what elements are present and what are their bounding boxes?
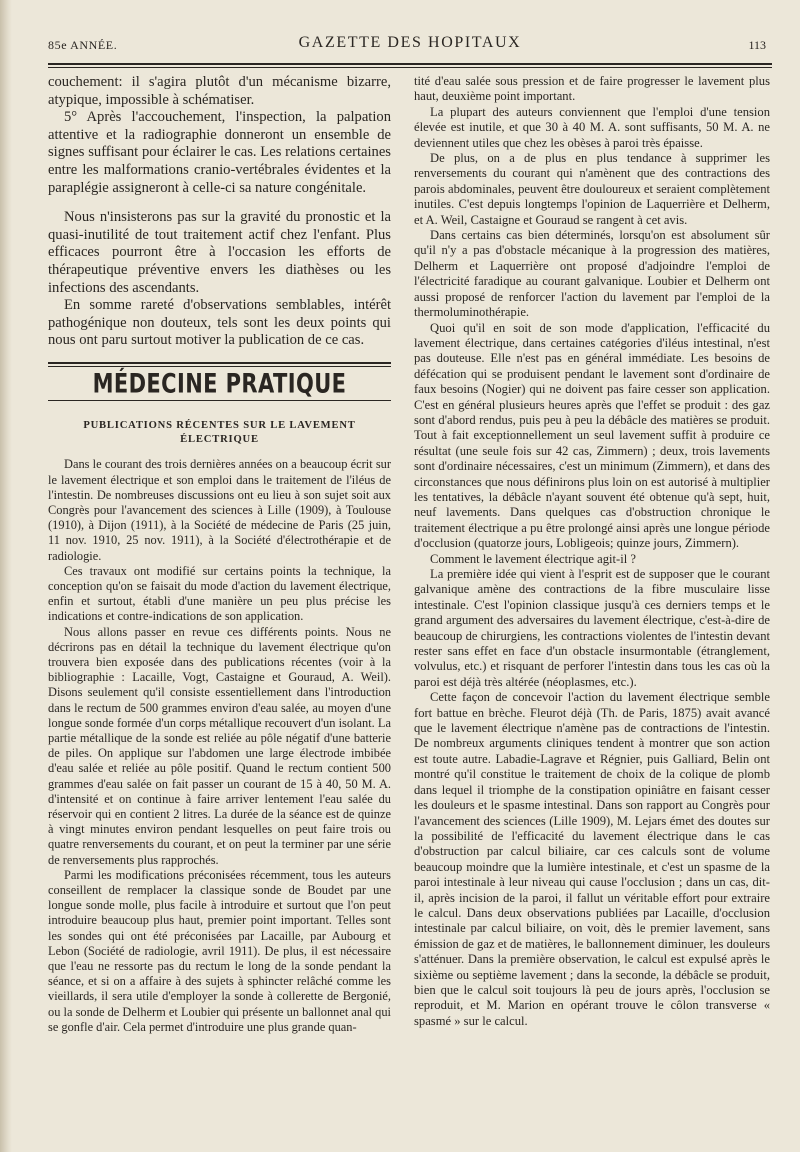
paragraph: Cette façon de concevoir l'action du lavement électrique semble fort battue en brèche. Fleurot déjà (Th. de Paris, 1875) avait avancé que le lavement électrique n'amène pas de contractions de l'intestin. De nombreux arguments cliniques tendent à montrer que son action est toute autre. Labadie-Lagrave et Régnier, puis Galliard, Belin ont montré qu'il constitue le traitement de choix de la colique de plomb dans lequel il triomphe de la constipation opiniâtre en faisant cesser les douleurs et le spasme intestinal. Dans son rapport au Congrès pour l'avancement des sciences (Lille 1909), M. Lejars émet des doutes sur la possibilité de l'efficacité du lavement électrique dans le cas d'obstruction par calcul biliaire, car ces calculs sont de volume beaucoup moindre que la lumière intestinale, et c'est un spasme de la paroi intestinale à leur niveau qui cause l'occlusion ; dans un cas, dit-il, après incision de la paroi, il fallut un véritable effort pour extraire le calcul. Dans deux observations publiées par Lacaille, d'occlusion intestinale par calcul biliaire, on voit, dès le premier lavement, sans émission de gaz et de matières, le ballonnement diminuer, les douleurs s'atténuer. Dans la première observation, le calcul est expulsé après le sixième ou septième lavement ; dans la seconde, la débâcle se produit, bien que le calcul soit toujours là peu de jours après, l'occlusion se reproduit, et M. Marion en opérant trouve le côlon transverse « spasmé » sur le calcul.	[414, 690, 770, 1028]
intro-block	[48, 74, 391, 197]
section-rule-double	[48, 362, 391, 367]
paragraph: La plupart des auteurs conviennent que l'emploi d'une tension élevée est inutile, et que 30 à 40 M. A. sont suffisants, 50 M. A. ne deviennent utiles que chez les obèses à paroi très épaisse.	[414, 104, 770, 150]
paragraph: Nous allons passer en revue ces différents points. Nous ne décrirons pas en détail la technique du lavement électrique qu'on trouvera bien exposée dans des publications récentes (voir à la bibliographie : Lacaille, Vogt, Castaigne et Gouraud, A. Weil). Disons seulement qu'il consiste essentiellement dans l'introduction dans le rectum de 500 grammes environ d'eau salée, au moyen d'une longue sonde formée d'un corps métallique recouvert d'un isolant. La partie métallique de la sonde est reliée au pôle négatif d'une batterie de piles. On applique sur l'abdomen une large électrode imbibée d'eau salée et reliée au pôle positif. Quand le rectum contient 500 grammes d'eau salée on fait passer un courant de 15 à 40, 50 M. A. d'intensité et on continue à faire arriver lentement l'eau salée du réservoir qui en contient 2 litres. La durée de la séance est de quinze à vingt minutes environ pendant lesquelles on peut faire trois ou quatre renversements du courant, et on peut la terminer par une série de renversements plus rapprochés.	[48, 624, 391, 867]
page-number: 113	[748, 38, 766, 52]
right-column	[414, 74, 770, 1134]
conclusion-block	[48, 209, 391, 350]
journal-title: GAZETTE DES HOPITAUX	[298, 34, 522, 51]
header-rule-thick	[48, 63, 772, 65]
left-column	[48, 74, 391, 1134]
section-rule-single	[48, 400, 391, 401]
header-rule-thin	[48, 67, 772, 68]
running-header	[48, 34, 772, 54]
paragraph: Parmi les modifications préconisées récemment, tous les auteurs conseillent de remplacer la classique sonde de Boudet par une longue sonde molle, plus facile à introduire et surtout que l'on peut introduire beaucoup plus haut, premier point important. Telles sont les sondes qui ont été préconisées par Lacaille, par Aubourg et Lebon (Société de radiologie, avril 1911). De plus, il est nécessaire que l'eau ne ressorte pas du rectum le long de la sonde pendant la séance, et si on a affaire à des sujets à sphincter relâché comme les vieillards, il sera utile d'employer la sonde à collerette de Bergonié, ou la sonde de Delherm et Loubier qui présente un ballonnet anal qui se gonfle d'air. Cela permet d'introduire une plus grande quan-	[48, 867, 391, 1034]
paragraph: tité d'eau salée sous pression et de faire progresser le lavement plus haut, deuxième point important.	[414, 74, 770, 104]
paragraph: Nous n'insisterons pas sur la gravité du pronostic et la quasi-inutilité de tout traitement actif chez l'enfant. Plus efficaces pourront être à l'occasion les efforts de thérapeutique préventive envers les diathèses ou les infections des ascendants.	[48, 209, 391, 296]
issue-label: 85e ANNÉE.	[48, 38, 118, 52]
page-spine-shadow	[0, 0, 12, 1152]
section-title: MÉDECINE PRATIQUE	[92, 368, 347, 399]
paragraph: Dans certains cas bien déterminés, lorsqu'on est absolument sûr qu'il n'y a pas d'obstacle mécanique à la progression des matières, Delherm et Laquerrière ont proposé d'adjoindre l'emploi de l'électricité faradique au courant galvanique. Loubier et Delherm ont aussi proposé de renforcer l'action du lavement par l'emploi de la thermoluminothérapie.	[414, 228, 770, 320]
article-body-left	[48, 457, 391, 1035]
paragraph: 5° Après l'accouchement, l'inspection, la palpation attentive et la radiographie donneront un ensemble de signes suffisant pour éclairer le cas. Les relations certaines entre les malformations cranio-vertébrales évidentes et la paraplégie assigneront à celle-ci sa nature congénitale.	[48, 109, 391, 196]
paragraph: La première idée qui vient à l'esprit est de supposer que le courant galvanique amène des contractions de la fibre musculaire lisse intestinale. C'est l'opinion classique jusqu'à ces derniers temps et le grand argument des adversaires du lavement électrique, c'est-à-dire de beaucoup de chirurgiens, les contractions violentes de l'intestin devant rester sans effet en face d'un obstacle insurmontable (étranglement, volvulus, etc.) et risquant de perforer l'intestin dans tous les cas où la paroi est déjà très altérée (néoplasmes, etc.).	[414, 567, 770, 689]
paragraph: En somme rareté d'observations semblables, intérêt pathogénique non douteux, tels sont les deux points qui nous ont paru surtout motiver la publication de ce cas.	[48, 297, 391, 349]
paragraph: Dans le courant des trois dernières années on a beaucoup écrit sur le lavement électrique et son emploi dans le traitement de l'iléus de l'intestin. De nombreuses discussions ont eu lieu à son sujet soit aux Congrès pour l'avancement des sciences à Lille (1909), à Toulouse (1910), à Dijon (1911), à la Société de médecine de Paris (25 juin, 11 nov. 1910, 25 nov. 1911), à la Société d'électrothérapie et de radiologie.	[48, 457, 391, 563]
paragraph: De plus, on a de plus en plus tendance à supprimer les renversements du courant qui n'amènent que des contractions des parois abdominales, peuvent être douloureux et seraient complètement inutiles. C'est depuis longtemps l'opinion de Laquerrière et Delherm, et A. Weil, Castaigne et Gouraud se rangent à cet avis.	[414, 151, 770, 227]
paragraph: Quoi qu'il en soit de son mode d'application, l'efficacité du lavement électrique, dans certaines catégories d'iléus intestinal, n'est pas douteuse. Elle n'est pas en général immédiate. Les besoins de défécation qui se produisent pendant le lavement sont d'ordinaire de faux besoins (Nogier) qui ne doivent pas faire cesser son application. C'est en général plusieurs heures après que l'effet se produit : des gaz sont d'abord rendus, puis peu à peu la débâcle des matières se produit. Tout à fait exceptionnellement un seul lavement suffit à produire ce résultat (une seule fois sur 42 cas, Zimmern) ; deux, trois lavements sont d'ordinaire nécessaires, c'est un minimum (Zimmern), et dans des circonstances que nous définirons plus loin on est autorisé à multiplier les tentatives, la débâcle n'ayant souvent été obtenue qu'à sept, huit, neuf lavements. Dans quelques cas d'obstruction chronique le traitement électrique a pu être prolongé ainsi après une longue période d'occlusion (quatorze jours, Lobligeois; quinze jours, Zimmern).	[414, 320, 770, 551]
paragraph-question: Comment le lavement électrique agit-il ?	[430, 551, 636, 566]
paragraph: couchement: il s'agira plutôt d'un mécanisme bizarre, atypique, impossible à schématiser.	[48, 74, 391, 108]
article-subheading: PUBLICATIONS RÉCENTES SUR LE LAVEMENT ÉLECTRIQUE	[83, 420, 356, 446]
paragraph: Ces travaux ont modifié sur certains points la technique, la conception qu'on se faisait du mode d'action du lavement électrique, enfin et surtout, établi d'une manière un peu plus précise les indications et contre-indications de son application.	[48, 563, 391, 624]
